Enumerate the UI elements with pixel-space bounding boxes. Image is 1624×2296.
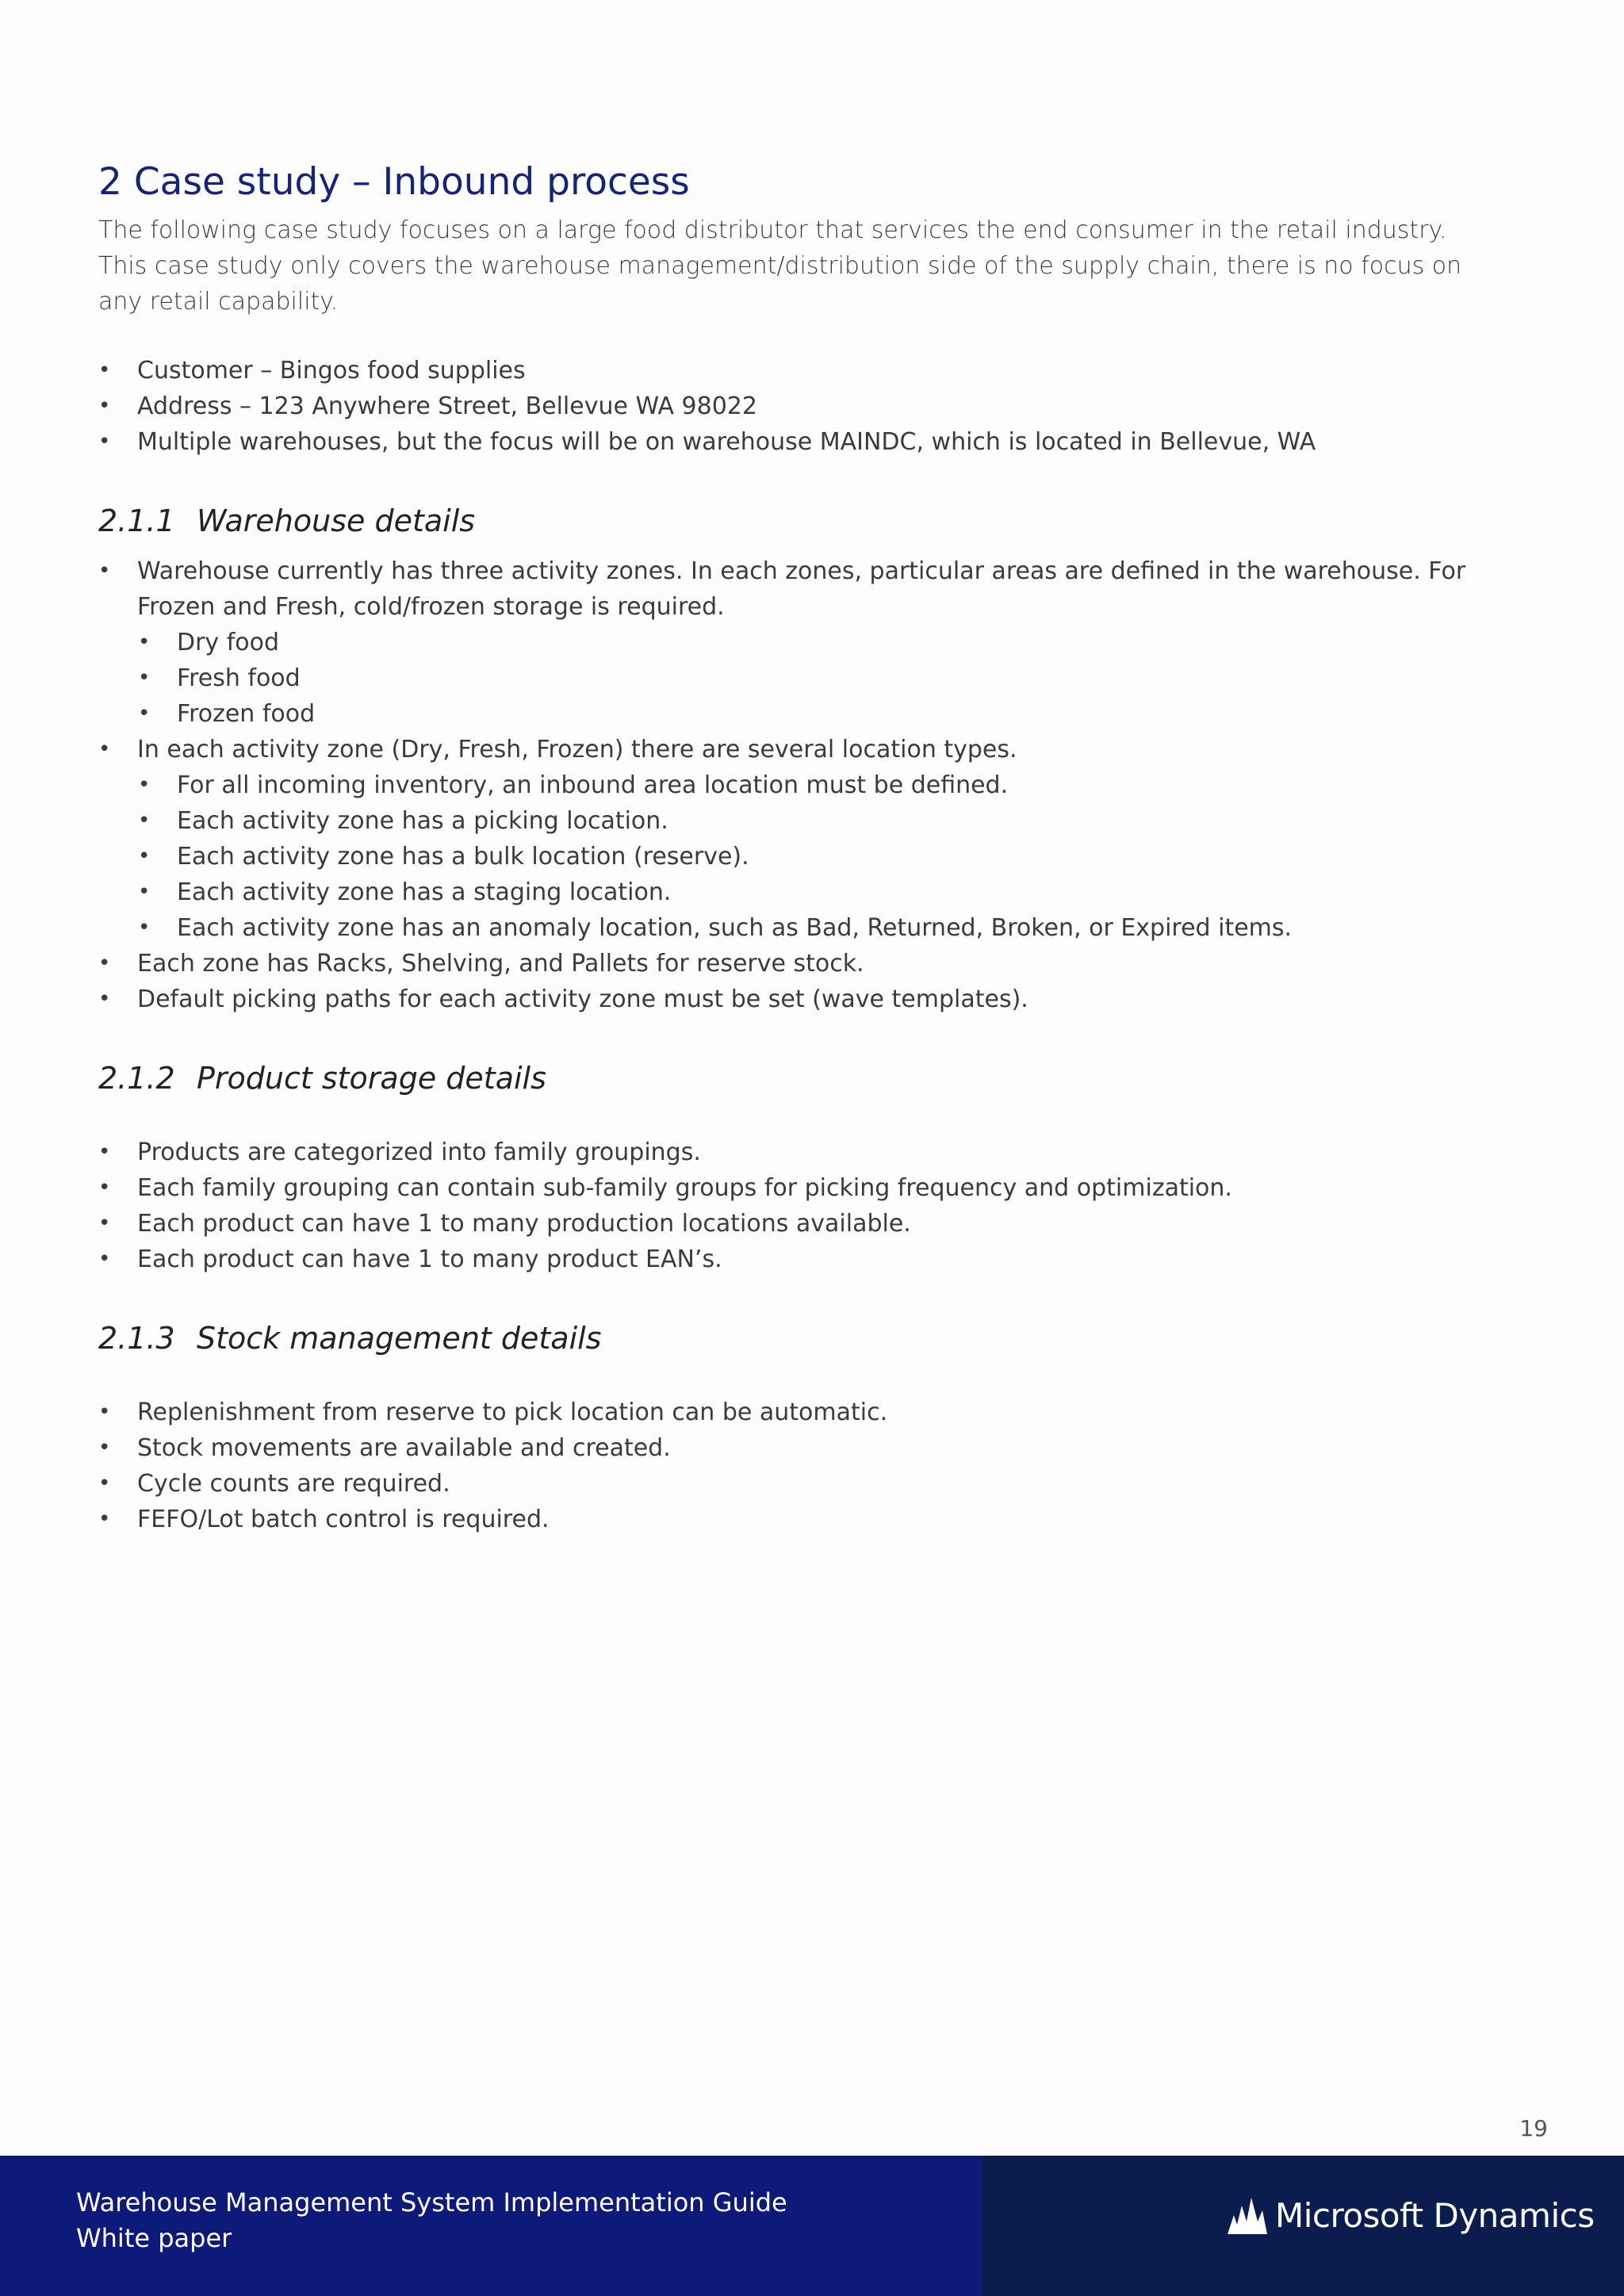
footer-text [76, 2185, 787, 2256]
list-item: • Stock movements are available and created. [98, 1430, 1494, 1466]
section-number: 2.1.3 [98, 1321, 175, 1356]
list-item: • Customer – Bingos food supplies [98, 353, 1494, 388]
page-number: 19 [1519, 2115, 1548, 2141]
list-item: • Frozen food [98, 696, 1494, 732]
stock-list [98, 1395, 1494, 1537]
list-item: • Default picking paths for each activity zone must be set (wave templates). [98, 982, 1494, 1017]
list-item: • Each product can have 1 to many production locations available. [98, 1206, 1494, 1242]
microsoft-dynamics-logo [1228, 2196, 1595, 2235]
list-item: • FEFO/Lot batch control is required. [98, 1502, 1494, 1537]
section-title: Warehouse details [197, 503, 476, 538]
section-heading-warehouse [98, 501, 1494, 541]
list-item: • Each activity zone has a bulk location (reserve). [98, 839, 1494, 874]
logo-text: Microsoft Dynamics [1275, 2196, 1595, 2235]
section-heading-product [98, 1058, 1494, 1098]
list-item: • Address – 123 Anywhere Street, Bellevue WA 98022 [98, 388, 1494, 424]
list-item: • Cycle counts are required. [98, 1466, 1494, 1502]
section-title: Stock management details [197, 1321, 602, 1356]
list-item: • Multiple warehouses, but the focus will be on warehouse MAINDC, which is located in Bellevue, WA [98, 424, 1494, 460]
list-item: • For all incoming inventory, an inbound area location must be defined. [98, 767, 1494, 803]
section-title: Product storage details [197, 1061, 546, 1096]
list-item: • Each family grouping can contain sub-family groups for picking frequency and optimization. [98, 1170, 1494, 1206]
list-item: • Warehouse currently has three activity zones. In each zones, particular areas are defined in the warehouse. For Frozen and Fresh, cold/frozen storage is required. [98, 553, 1494, 625]
section-number: 2.1.1 [98, 503, 175, 538]
dynamics-logo-icon [1228, 2198, 1267, 2234]
list-item: • Fresh food [98, 660, 1494, 696]
list-item: • Each zone has Racks, Shelving, and Pallets for reserve stock. [98, 946, 1494, 982]
product-list [98, 1135, 1494, 1277]
page-heading: 2 Case study – Inbound process [98, 160, 690, 204]
list-item: • Products are categorized into family groupings. [98, 1135, 1494, 1170]
list-item: • Dry food [98, 625, 1494, 660]
list-item: • Replenishment from reserve to pick location can be automatic. [98, 1395, 1494, 1430]
document-body [98, 159, 1494, 1537]
footer-subtitle: White paper [76, 2223, 232, 2253]
list-item: • Each activity zone has a picking location. [98, 803, 1494, 839]
customer-list [98, 353, 1494, 460]
section-heading-stock [98, 1318, 1494, 1358]
section-number: 2.1.2 [98, 1061, 175, 1096]
list-item: • Each activity zone has an anomaly location, such as Bad, Returned, Broken, or Expired items. [98, 910, 1494, 946]
list-item: • Each product can have 1 to many product EAN’s. [98, 1242, 1494, 1277]
list-item: • Each activity zone has a staging location. [98, 874, 1494, 910]
warehouse-list [98, 553, 1494, 1017]
list-item: • In each activity zone (Dry, Fresh, Frozen) there are several location types. [98, 732, 1494, 767]
intro-paragraph: The following case study focuses on a large food distributor that services the end consumer in the retail industry. This case study only covers the warehouse management/distribution side of the supply chain, there is no focus on any retail capability. [98, 216, 1462, 316]
footer-title: Warehouse Management System Implementation Guide [76, 2187, 787, 2218]
